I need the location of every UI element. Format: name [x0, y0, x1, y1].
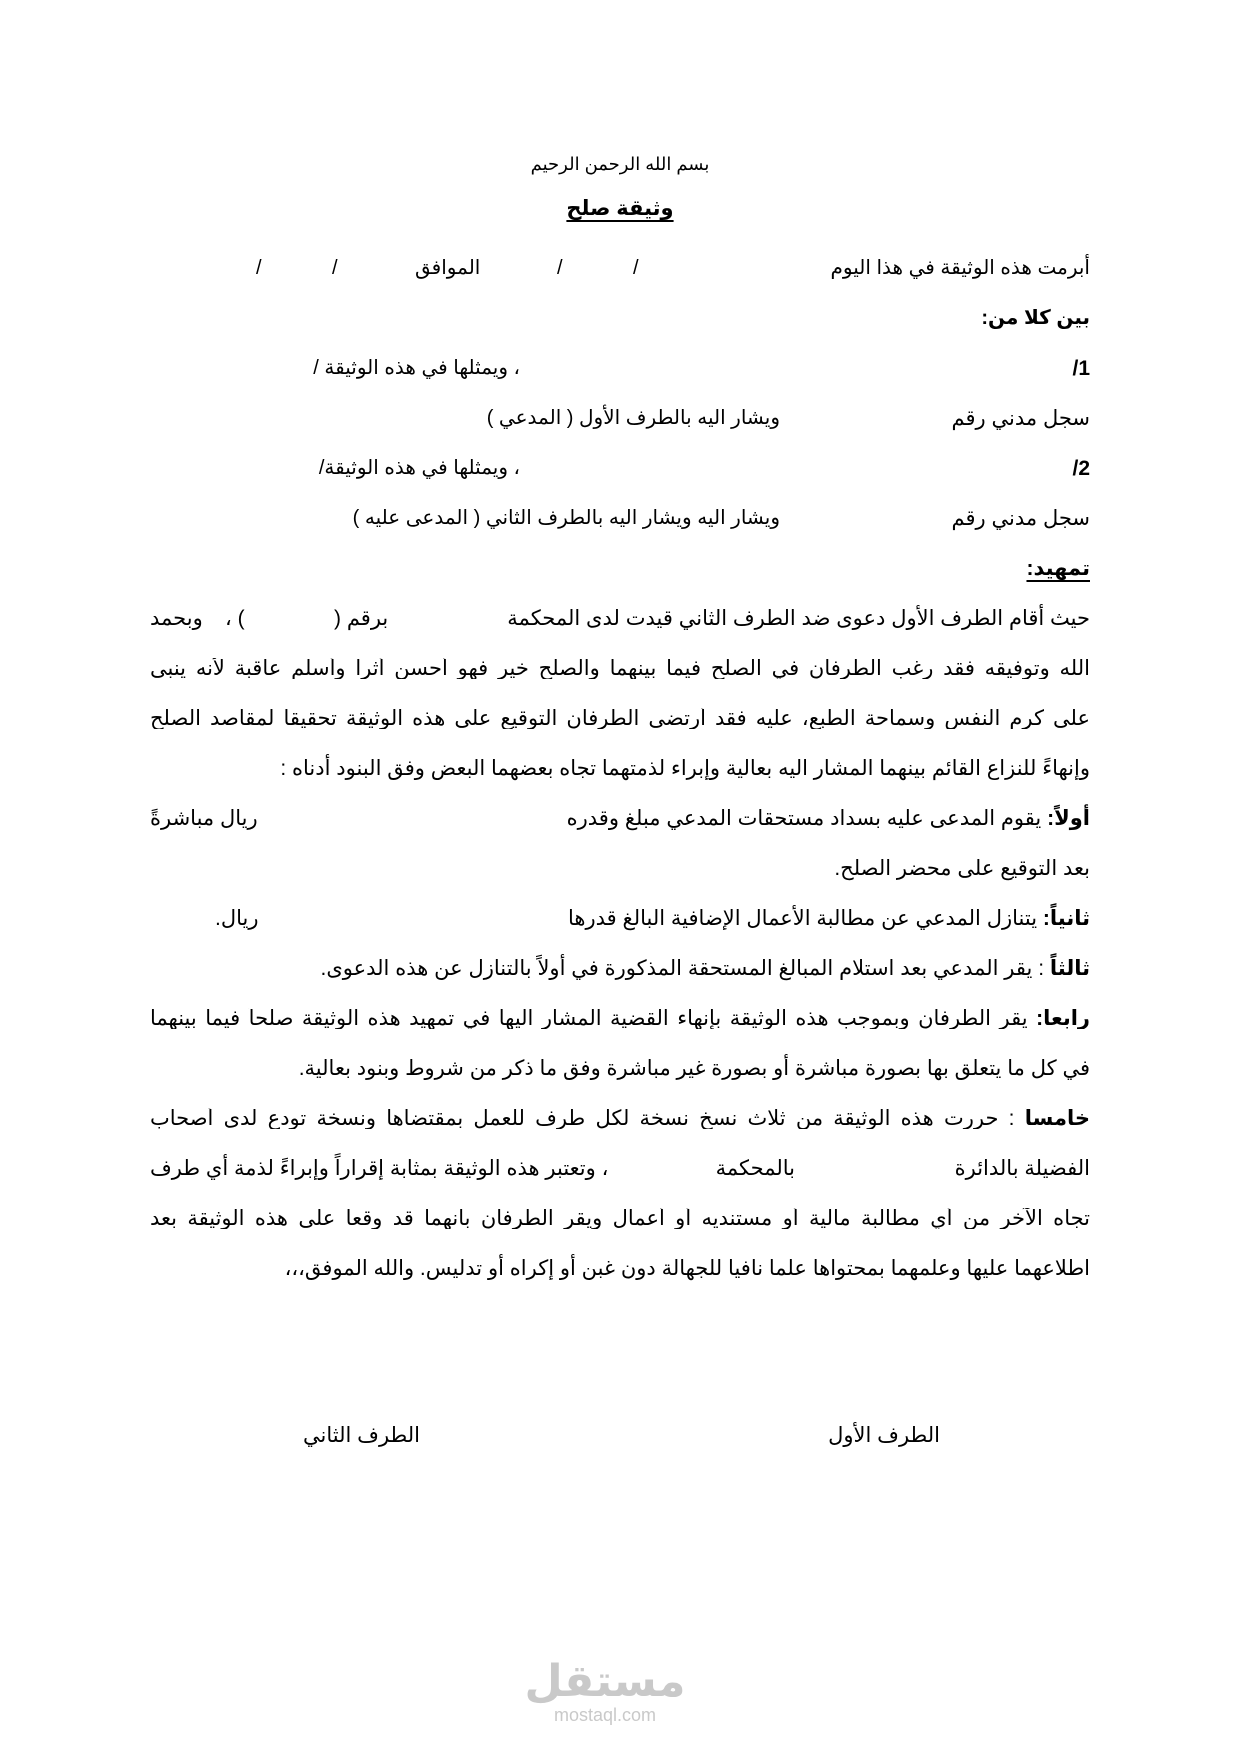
clause-five [150, 1108, 1090, 1129]
case-number-close: ) ، [225, 607, 245, 630]
clause-two-end: ريال. [215, 907, 259, 930]
clause-five-circuit: الفضيلة بالدائرة [954, 1157, 1090, 1180]
clause-five-text: : حررت هذه الوثيقة من ثلاث نسخ نسخة لكل طرف للعمل بمقتضاها ونسخة تودع لدى أصحاب [150, 1108, 1015, 1129]
clause-one-end: ريال مباشرةً [150, 807, 258, 830]
party-two-number: 2/ [1072, 457, 1090, 480]
preamble-line-end: وبحمد [150, 607, 203, 630]
clause-five-label: خامساً [1024, 1108, 1090, 1129]
clause-four [150, 1008, 1090, 1029]
parties-heading: بين كلا من: [981, 307, 1090, 329]
clause-four-line-two: في كل ما يتعلق بها بصورة مباشرة أو بصورة غير مباشرة وفق ما ذكر من شروط وبنود بعالية. [298, 1057, 1090, 1080]
date-slash: / [633, 257, 639, 279]
clause-five-court: بالمحكمة [715, 1157, 795, 1180]
clause-one-label: أولاً: [1047, 807, 1090, 830]
clause-three [320, 958, 1090, 979]
clause-two [568, 908, 1090, 929]
clause-two-label: ثانياً: [1042, 907, 1090, 930]
signature-second-party: الطرف الثاني [303, 1424, 420, 1447]
clause-three-text: : يقر المدعي بعد استلام المبالغ المستحقة المذكورة في أولاً بالتنازل عن هذه الدعوى. [320, 957, 1045, 980]
document-title: وثيقة صلح [566, 197, 674, 220]
party-two-representative: ، ويمثلها في هذه الوثيقة/ [318, 457, 520, 479]
preamble-line: حيث أقام الطرف الأول دعوى ضد الطرف الثاني قيدت لدى المحكمة [507, 607, 1090, 630]
basmala: بسم الله الرحمن الرحيم [530, 154, 710, 174]
clause-five-line-three: تجاه الآخر من أي مطالبة مالية أو مستنديه أو أعمال ويقر الطرفان بأنهما قد وقعا على هذه الوثيقة بعد [150, 1208, 1090, 1229]
party-one-number: 1/ [1072, 357, 1090, 380]
clause-five-line-two-end: ، وتعتبر هذه الوثيقة بمثابة إقراراً وإبراءً لذمة أي طرف [150, 1157, 609, 1180]
party-one-reference: ويشار اليه بالطرف الأول ( المدعي ) [486, 407, 780, 429]
preamble-line: الله وتوفيقه فقد رغب الطرفان في الصلح فيما بينهما والصلح خير فهو أحسن أثرا وأسلم عاقبة لأنه ينبى [150, 658, 1090, 679]
preamble-line: على كرم النفس وسماحة الطبع، عليه فقد أرتضى الطرفان التوقيع على هذه الوثيقة تحقيقا لمقاصد الصلح [150, 708, 1090, 729]
date-line-text: أبرمت هذه الوثيقة في هذا اليوم [830, 257, 1090, 279]
logo-arabic-text: مستقل [524, 1657, 686, 1706]
clause-one [567, 808, 1090, 829]
mostaql-logo [515, 1657, 695, 1725]
date-slash: / [256, 257, 262, 279]
party-one-registration: سجل مدني رقم [951, 407, 1090, 430]
date-slash: / [557, 257, 563, 279]
preamble-heading: تمهيد: [1026, 557, 1090, 580]
preamble-line: وإنهاءً للنزاع القائم بينهما المشار اليه بعالية وإبراء لذمتهما تجاه بعضهما البعض وفق البنود أدناه : [280, 757, 1090, 780]
party-one-representative: ، ويمثلها في هذه الوثيقة / [313, 357, 520, 379]
clause-four-label: رابعاً: [1036, 1008, 1090, 1029]
clause-five-line-four: اطلاعهما عليها وعلمهما بمحتواها علما نافيا للجهالة دون غبن أو إكراه أو تدليس. والله الموفق،،، [284, 1257, 1090, 1280]
clause-one-text: يقوم المدعى عليه بسداد مستحقات المدعي مبلغ وقدره [566, 807, 1042, 830]
clause-two-text: يتنازل المدعي عن مطالبة الأعمال الإضافية البالغ قدرها [568, 907, 1038, 930]
signature-first-party: الطرف الأول [828, 1424, 940, 1447]
date-slash: / [332, 257, 338, 279]
logo-latin-text: mostaql.com [553, 1705, 657, 1725]
agreed-date-label: الموافق [415, 257, 481, 279]
party-two-registration: سجل مدني رقم [951, 507, 1090, 530]
clause-one-line-two: بعد التوقيع على محضر الصلح. [834, 857, 1090, 880]
clause-four-text: يقر الطرفان وبموجب هذه الوثيقة بإنهاء القضية المشار اليها في تمهيد هذه الوثيقة صلحاً فيما بينهما [150, 1008, 1028, 1029]
party-two-reference: ويشار اليه ويشار اليه بالطرف الثاني ( المدعى عليه ) [352, 507, 780, 529]
clause-three-label: ثالثاً [1049, 957, 1090, 980]
case-number-label: برقم ( [334, 607, 389, 630]
